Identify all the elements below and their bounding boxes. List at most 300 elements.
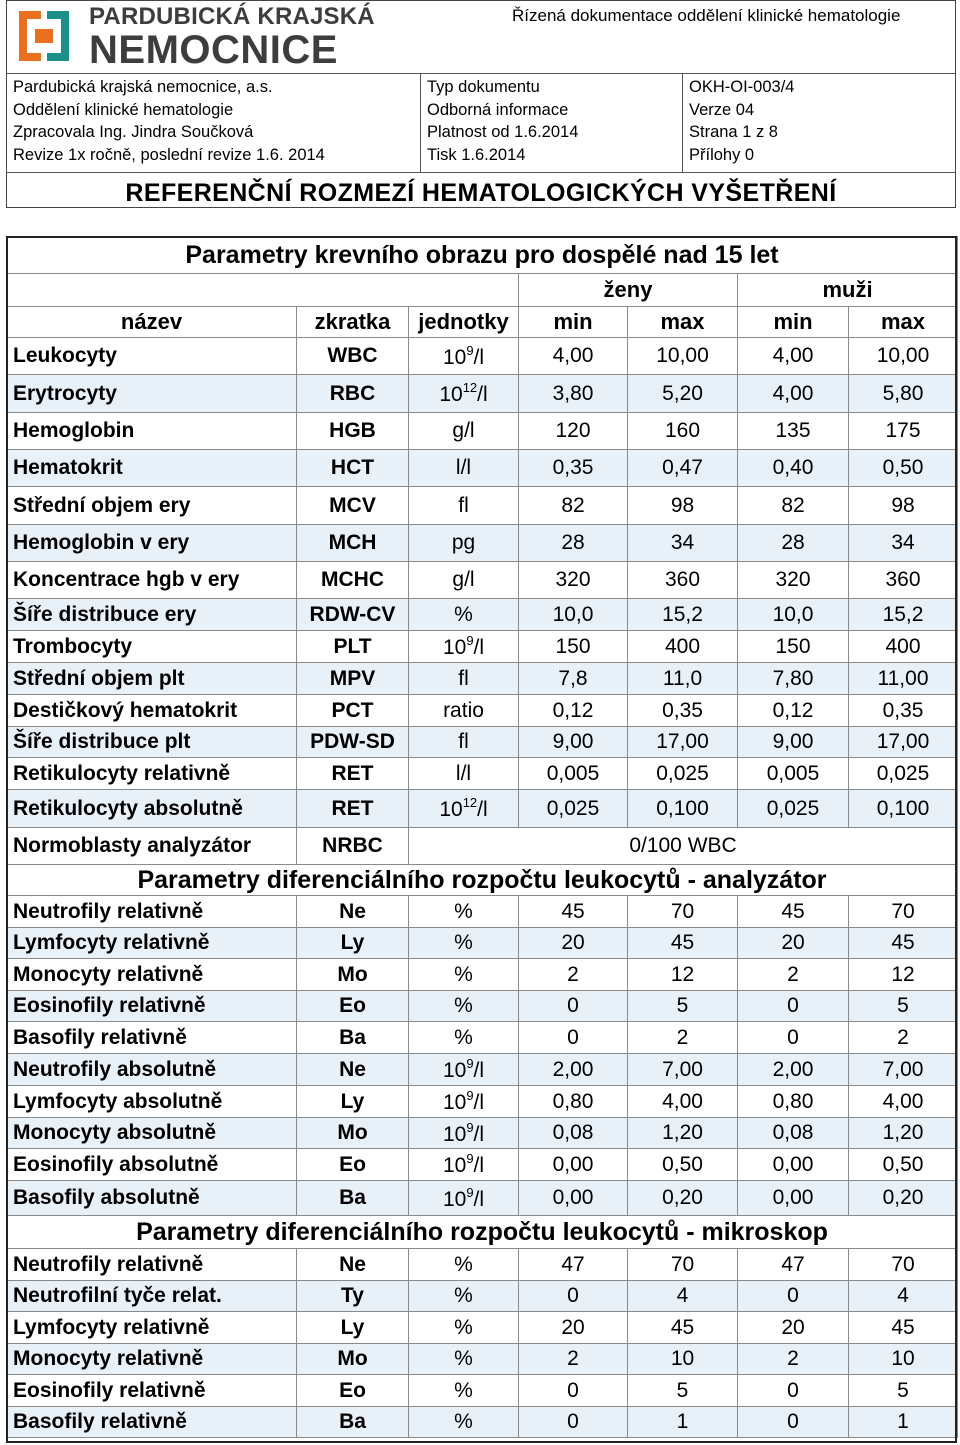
parameter-abbreviation: PCT (297, 695, 409, 727)
women-min-value: 9,00 (519, 727, 628, 758)
unit-text: 10 (442, 636, 467, 659)
unit-exponent: 9 (466, 1088, 474, 1103)
parameter-abbreviation: Ba (297, 1407, 409, 1438)
column-men-min: min (738, 307, 849, 338)
unit-cell (409, 1149, 519, 1181)
unit-cell (409, 790, 519, 828)
unit-text: % (454, 931, 473, 954)
info-organization (13, 76, 418, 166)
women-max-value: 70 (628, 896, 738, 928)
women-max-value: 0,47 (628, 450, 738, 487)
parameter-abbreviation: Mo (297, 1118, 409, 1149)
info-text: Oddělení klinické hematologie (13, 100, 234, 119)
table-row (7, 1312, 958, 1344)
men-min-value: 0,08 (738, 1118, 849, 1149)
parameter-name: Hemoglobin v ery (7, 525, 297, 562)
unit-exponent: 9 (466, 1119, 474, 1135)
men-max-value: 0,50 (849, 450, 958, 487)
info-text: Strana 1 z 8 (689, 123, 778, 141)
parameter-name: Šíře distribuce ery (7, 599, 297, 631)
table-row (7, 1281, 958, 1312)
men-min-value: 0 (738, 1281, 849, 1312)
nrbc-value: 0/100 WBC (409, 828, 958, 865)
table-row (7, 1022, 958, 1054)
table-row (7, 1054, 958, 1086)
unit-cell (409, 562, 519, 599)
unit-text: % (454, 1347, 473, 1370)
unit-text: 10 (442, 1091, 467, 1114)
unit-exponent: 9 (466, 1056, 474, 1071)
women-max-value: 400 (628, 631, 738, 663)
parameter-name: Retikulocyty absolutně (7, 790, 297, 828)
women-max-value: 11,0 (628, 663, 738, 695)
parameter-name: Neutrofily relativně (7, 1249, 297, 1281)
unit-text: % (454, 1315, 473, 1339)
parameter-abbreviation: Eo (297, 1149, 409, 1181)
women-min-value: 10,0 (519, 599, 628, 631)
table-row (7, 525, 958, 562)
table-row (7, 1344, 958, 1375)
parameter-abbreviation: Ba (297, 1022, 409, 1054)
info-text: Revize 1x ročně, poslední revize 1.6. 2014 (13, 145, 325, 164)
hospital-logo-text (89, 5, 375, 70)
group-women: ženy (519, 274, 738, 307)
women-min-value: 0,00 (519, 1149, 628, 1181)
parameter-name: Basofily absolutně (7, 1181, 297, 1216)
section-header-differential-microscope (7, 1216, 958, 1249)
table-row (7, 1375, 958, 1407)
men-min-value: 0 (738, 1407, 849, 1438)
women-min-value: 20 (519, 928, 628, 959)
women-min-value: 7,8 (519, 663, 628, 695)
parameter-name: Monocyty absolutně (7, 1118, 297, 1149)
men-max-value: 15,2 (849, 599, 958, 631)
women-min-value: 47 (519, 1249, 628, 1281)
parameter-name: Eosinofily absolutně (7, 1149, 297, 1181)
parameter-abbreviation: MCHC (297, 562, 409, 599)
parameter-abbreviation: Mo (297, 1344, 409, 1375)
women-max-value: 1,20 (628, 1118, 738, 1149)
men-max-value: 5 (849, 1375, 958, 1407)
women-min-value: 20 (519, 1312, 628, 1344)
table-row (7, 487, 958, 525)
table-row (7, 1249, 958, 1281)
parameter-abbreviation: HCT (297, 450, 409, 487)
women-max-value: 70 (628, 1249, 738, 1281)
men-min-value: 9,00 (738, 727, 849, 758)
parameter-abbreviation: Ly (297, 1086, 409, 1118)
reference-table-body (7, 237, 958, 1438)
parameter-name: Monocyty relativně (7, 1344, 297, 1375)
unit-text: % (454, 899, 473, 923)
unit-suffix: /l (473, 1187, 485, 1211)
women-min-value: 0,35 (519, 450, 628, 487)
men-max-value: 10,00 (849, 338, 958, 375)
women-min-value: 0,00 (519, 1181, 628, 1216)
unit-cell (409, 1375, 519, 1407)
men-max-value: 5,80 (849, 375, 958, 413)
men-max-value: 5 (849, 991, 958, 1022)
unit-text: % (454, 994, 473, 1017)
women-max-value: 0,35 (628, 695, 738, 727)
women-max-value: 10,00 (628, 338, 738, 375)
unit-cell (409, 896, 519, 928)
parameter-abbreviation: Ly (297, 928, 409, 959)
unit-cell (409, 1249, 519, 1281)
unit-cell (409, 413, 519, 450)
parameter-name: Neutrofilní tyče relat. (7, 1281, 297, 1312)
table-row (7, 928, 958, 959)
women-min-value: 2,00 (519, 1054, 628, 1086)
document-info (7, 73, 955, 173)
table-row (7, 413, 958, 450)
women-max-value: 34 (628, 525, 738, 562)
women-max-value: 98 (628, 487, 738, 525)
parameter-name: Hemoglobin (7, 413, 297, 450)
parameter-abbreviation: RET (297, 790, 409, 828)
parameter-name: Leukocyty (7, 338, 297, 375)
unit-text: l/l (455, 456, 472, 479)
info-text: Typ dokumentu (427, 78, 540, 96)
women-max-value: 4,00 (628, 1086, 738, 1118)
women-min-value: 120 (519, 413, 628, 450)
unit-text: 10 (442, 1059, 467, 1082)
table-row (7, 896, 958, 928)
table-row (7, 338, 958, 375)
unit-cell (409, 928, 519, 959)
women-min-value: 0,005 (519, 758, 628, 790)
women-min-value: 2 (519, 1344, 628, 1375)
table-row (7, 631, 958, 663)
parameter-name: Trombocyty (7, 631, 297, 663)
table-row (7, 1181, 958, 1216)
men-min-value: 0,40 (738, 450, 849, 487)
parameter-abbreviation: RBC (297, 375, 409, 413)
unit-cell (409, 1344, 519, 1375)
men-min-value: 0,00 (738, 1181, 849, 1216)
women-min-value: 0,80 (519, 1086, 628, 1118)
women-min-value: 0 (519, 1022, 628, 1054)
parameter-name: Neutrofily relativně (7, 896, 297, 928)
women-max-value: 160 (628, 413, 738, 450)
women-min-value: 0,08 (519, 1118, 628, 1149)
parameter-abbreviation: Ne (297, 896, 409, 928)
info-document-id (689, 76, 949, 166)
table-row (7, 1149, 958, 1181)
men-max-value: 1 (849, 1407, 958, 1438)
hospital-logo-icon (15, 7, 73, 65)
parameter-name: Retikulocyty relativně (7, 758, 297, 790)
men-min-value: 0,005 (738, 758, 849, 790)
parameter-abbreviation: Eo (297, 991, 409, 1022)
women-min-value: 45 (519, 896, 628, 928)
unit-cell (409, 487, 519, 525)
parameter-name: Monocyty relativně (7, 959, 297, 991)
info-text: Pardubická krajská nemocnice, a.s. (13, 78, 273, 96)
parameter-abbreviation: Ne (297, 1054, 409, 1086)
men-max-value: 4 (849, 1281, 958, 1312)
men-max-value: 10 (849, 1344, 958, 1375)
unit-text: 10 (442, 1187, 467, 1211)
men-max-value: 17,00 (849, 727, 958, 758)
women-min-value: 0 (519, 1375, 628, 1407)
women-max-value: 5,20 (628, 375, 738, 413)
column-women-max: max (628, 307, 738, 338)
parameter-name: Hematokrit (7, 450, 297, 487)
unit-text: % (454, 1284, 473, 1307)
unit-exponent: 12 (462, 380, 478, 395)
info-text: Přílohy 0 (689, 145, 755, 164)
unit-cell (409, 599, 519, 631)
men-max-value: 4,00 (849, 1086, 958, 1118)
unit-exponent: 9 (466, 1184, 474, 1200)
men-max-value: 45 (849, 928, 958, 959)
women-min-value: 3,80 (519, 375, 628, 413)
women-min-value: 2 (519, 959, 628, 991)
men-min-value: 2 (738, 959, 849, 991)
women-max-value: 0,20 (628, 1181, 738, 1216)
column-men-max: max (849, 307, 958, 338)
parameter-abbreviation: NRBC (297, 828, 409, 865)
parameter-abbreviation: MCV (297, 487, 409, 525)
unit-suffix: /l (477, 798, 488, 821)
women-max-value: 5 (628, 1375, 738, 1407)
unit-suffix: /l (477, 383, 488, 406)
info-text: Tisk 1.6.2014 (427, 145, 526, 164)
unit-suffix: /l (473, 1122, 485, 1146)
column-name: název (7, 307, 297, 338)
parameter-abbreviation: PLT (297, 631, 409, 663)
unit-text: % (454, 1252, 473, 1276)
men-max-value: 400 (849, 631, 958, 663)
men-min-value: 0 (738, 991, 849, 1022)
unit-exponent: 9 (466, 1151, 474, 1166)
info-text: Zpracovala Ing. Jindra Součková (13, 123, 254, 141)
parameter-name: Střední objem ery (7, 487, 297, 525)
unit-suffix: /l (473, 636, 485, 659)
document-title: REFERENČNÍ ROZMEZÍ HEMATOLOGICKÝCH VYŠETŘENÍ (125, 179, 837, 207)
women-max-value: 15,2 (628, 599, 738, 631)
women-max-value: 5 (628, 991, 738, 1022)
men-min-value: 2,00 (738, 1054, 849, 1086)
empty-cell (7, 274, 519, 307)
parameter-abbreviation: MCH (297, 525, 409, 562)
women-max-value: 45 (628, 928, 738, 959)
unit-cell (409, 959, 519, 991)
men-min-value: 0,12 (738, 695, 849, 727)
parameter-abbreviation: RDW-CV (297, 599, 409, 631)
reference-table (6, 236, 958, 1438)
men-max-value: 45 (849, 1312, 958, 1344)
info-text: Platnost od 1.6.2014 (427, 123, 579, 141)
table-row (7, 991, 958, 1022)
parameter-abbreviation: HGB (297, 413, 409, 450)
unit-text: fl (458, 493, 469, 517)
unit-text: 10 (442, 1122, 467, 1146)
men-max-value: 0,20 (849, 1181, 958, 1216)
men-max-value: 7,00 (849, 1054, 958, 1086)
parameter-abbreviation: Eo (297, 1375, 409, 1407)
unit-text: 10 (439, 383, 463, 406)
column-header-row (7, 307, 958, 338)
men-max-value: 12 (849, 959, 958, 991)
table-row (7, 1086, 958, 1118)
men-min-value: 0 (738, 1375, 849, 1407)
unit-text: 10 (439, 798, 463, 821)
men-max-value: 0,025 (849, 758, 958, 790)
parameter-name: Lymfocyty relativně (7, 928, 297, 959)
men-max-value: 98 (849, 487, 958, 525)
column-women-min: min (519, 307, 628, 338)
parameter-name: Eosinofily relativně (7, 991, 297, 1022)
men-min-value: 47 (738, 1249, 849, 1281)
unit-cell (409, 695, 519, 727)
men-min-value: 4,00 (738, 375, 849, 413)
unit-cell (409, 525, 519, 562)
group-men: muži (738, 274, 958, 307)
men-max-value: 2 (849, 1022, 958, 1054)
men-max-value: 70 (849, 1249, 958, 1281)
women-max-value: 10 (628, 1344, 738, 1375)
parameter-abbreviation: PDW-SD (297, 727, 409, 758)
women-min-value: 28 (519, 525, 628, 562)
unit-cell (409, 758, 519, 790)
parameter-abbreviation: Ba (297, 1181, 409, 1216)
unit-cell (409, 663, 519, 695)
info-text: Odborná informace (427, 100, 569, 119)
unit-suffix: /l (473, 1154, 485, 1177)
section-title: Parametry diferenciálního rozpočtu leukocytů - analyzátor (7, 865, 958, 896)
unit-cell (409, 1054, 519, 1086)
women-min-value: 0,12 (519, 695, 628, 727)
unit-cell (409, 727, 519, 758)
parameter-name: Normoblasty analyzátor (7, 828, 297, 865)
women-min-value: 150 (519, 631, 628, 663)
men-min-value: 0 (738, 1022, 849, 1054)
women-max-value: 360 (628, 562, 738, 599)
unit-exponent: 12 (462, 795, 478, 810)
men-min-value: 135 (738, 413, 849, 450)
parameter-abbreviation: WBC (297, 338, 409, 375)
unit-text: g/l (452, 568, 475, 591)
unit-text: fl (458, 730, 469, 753)
parameter-abbreviation: Mo (297, 959, 409, 991)
unit-cell (409, 1312, 519, 1344)
unit-suffix: /l (473, 345, 485, 369)
men-max-value: 70 (849, 896, 958, 928)
men-min-value: 320 (738, 562, 849, 599)
unit-suffix: /l (473, 1091, 485, 1114)
unit-cell (409, 991, 519, 1022)
document-kind: Řízená dokumentace oddělení klinické hematologie (512, 6, 901, 25)
men-min-value: 45 (738, 896, 849, 928)
unit-text: 10 (442, 345, 467, 369)
unit-cell (409, 375, 519, 413)
unit-cell (409, 450, 519, 487)
men-max-value: 11,00 (849, 663, 958, 695)
info-document-type (427, 76, 682, 166)
parameter-abbreviation: RET (297, 758, 409, 790)
parameter-abbreviation: Ty (297, 1281, 409, 1312)
unit-text: % (454, 602, 473, 626)
parameter-name: Lymfocyty absolutně (7, 1086, 297, 1118)
women-min-value: 0 (519, 1281, 628, 1312)
parameter-name: Koncentrace hgb v ery (7, 562, 297, 599)
women-max-value: 0,100 (628, 790, 738, 828)
men-min-value: 28 (738, 525, 849, 562)
unit-cell (409, 1118, 519, 1149)
parameter-name: Šíře distribuce plt (7, 727, 297, 758)
parameter-name: Neutrofily absolutně (7, 1054, 297, 1086)
unit-text: 10 (442, 1154, 467, 1177)
unit-text: fl (458, 666, 469, 690)
unit-text: % (454, 962, 473, 986)
women-max-value: 4 (628, 1281, 738, 1312)
women-max-value: 0,50 (628, 1149, 738, 1181)
women-max-value: 1 (628, 1407, 738, 1438)
men-min-value: 0,00 (738, 1149, 849, 1181)
men-min-value: 0,025 (738, 790, 849, 828)
table-row (7, 727, 958, 758)
women-max-value: 2 (628, 1022, 738, 1054)
women-min-value: 320 (519, 562, 628, 599)
section-title: Parametry krevního obrazu pro dospělé nad 15 let (7, 237, 958, 274)
document-header (6, 0, 956, 208)
parameter-name: Basofily relativně (7, 1407, 297, 1438)
men-min-value: 82 (738, 487, 849, 525)
parameter-name: Erytrocyty (7, 375, 297, 413)
unit-text: l/l (455, 761, 472, 785)
group-header-row (7, 274, 958, 307)
table-row (7, 562, 958, 599)
section-header-blood-count (7, 237, 958, 274)
section-header-differential-analyzer (7, 865, 958, 896)
unit-cell (409, 338, 519, 375)
unit-text: % (454, 1378, 473, 1402)
unit-exponent: 9 (466, 633, 474, 648)
parameter-abbreviation: MPV (297, 663, 409, 695)
column-units: jednotky (409, 307, 519, 338)
men-min-value: 20 (738, 928, 849, 959)
women-max-value: 7,00 (628, 1054, 738, 1086)
parameter-name: Lymfocyty relativně (7, 1312, 297, 1344)
table-row (7, 450, 958, 487)
parameter-abbreviation: Ne (297, 1249, 409, 1281)
table-row (7, 663, 958, 695)
column-abbreviation: zkratka (297, 307, 409, 338)
table-row (7, 695, 958, 727)
women-min-value: 0,025 (519, 790, 628, 828)
unit-cell (409, 1086, 519, 1118)
men-min-value: 150 (738, 631, 849, 663)
unit-cell (409, 1407, 519, 1438)
men-min-value: 20 (738, 1312, 849, 1344)
unit-suffix: /l (473, 1059, 485, 1082)
logo-line-1: PARDUBICKÁ KRAJSKÁ (89, 3, 375, 30)
men-max-value: 175 (849, 413, 958, 450)
parameter-name: Eosinofily relativně (7, 1375, 297, 1407)
unit-cell (409, 1181, 519, 1216)
logo-line-2: NEMOCNICE (89, 28, 338, 72)
unit-cell (409, 1281, 519, 1312)
unit-cell (409, 1022, 519, 1054)
men-min-value: 4,00 (738, 338, 849, 375)
women-min-value: 4,00 (519, 338, 628, 375)
info-text: Verze 04 (689, 100, 755, 119)
men-max-value: 0,35 (849, 695, 958, 727)
women-max-value: 0,025 (628, 758, 738, 790)
women-max-value: 17,00 (628, 727, 738, 758)
